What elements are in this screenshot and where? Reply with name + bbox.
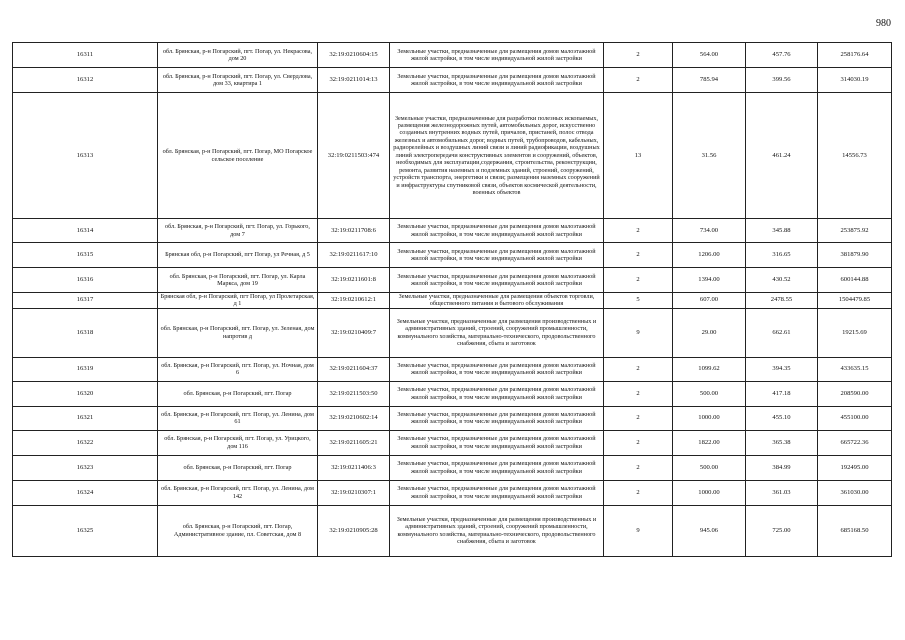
area-cell: 1822.00: [673, 430, 746, 455]
group-code-cell: 2: [604, 68, 673, 93]
group-code-cell: 13: [604, 93, 673, 219]
specific-value-cell: 2478.55: [746, 293, 818, 309]
cadastral-number-cell: 32:19:0211014:13: [318, 68, 390, 93]
table-row: [13, 406, 892, 430]
table-row: [13, 357, 892, 381]
specific-value-cell: 417.18: [746, 381, 818, 406]
area-cell: 1206.00: [673, 243, 746, 268]
table-row: [13, 505, 892, 556]
table-row: [13, 430, 892, 455]
address-cell: обл. Брянская, р-н Погарский, пгт. Погар: [158, 455, 318, 480]
land-purpose-cell: Земельные участки, предназначенные для размещения домов малоэтажной жилой застройки, в том числе индивидуальной жилой застройки: [390, 406, 604, 430]
cadastral-number-cell: 32:19:0211708:6: [318, 219, 390, 243]
table-row: [13, 43, 892, 68]
address-cell: обл. Брянская, р-н Погарский, пгт. Погар, ул. Ленина, дом 142: [158, 480, 318, 505]
cadastral-number-cell: 32:19:0211503:50: [318, 381, 390, 406]
area-cell: 500.00: [673, 455, 746, 480]
group-code-cell: 9: [604, 308, 673, 357]
land-purpose-cell: Земельные участки, предназначенные для размещения домов малоэтажной жилой застройки, в том числе индивидуальной жилой застройки: [390, 68, 604, 93]
area-cell: 1099.62: [673, 357, 746, 381]
cadastral-value-cell: 685168.50: [818, 505, 892, 556]
address-cell: обл. Брянская, р-н Погарский, пгт. Погар, ул. Свердлова, дом 33, квартира 1: [158, 68, 318, 93]
specific-value-cell: 725.00: [746, 505, 818, 556]
table-row: [13, 68, 892, 93]
land-purpose-cell: Земельные участки, предназначенные для размещения домов малоэтажной жилой застройки, в том числе индивидуальной жилой застройки: [390, 480, 604, 505]
area-cell: 607.00: [673, 293, 746, 309]
specific-value-cell: 457.76: [746, 43, 818, 68]
cadastral-value-cell: 381879.90: [818, 243, 892, 268]
specific-value-cell: 662.61: [746, 308, 818, 357]
group-code-cell: 2: [604, 43, 673, 68]
row-number: 16319: [13, 357, 158, 381]
group-code-cell: 2: [604, 455, 673, 480]
row-number: 16322: [13, 430, 158, 455]
row-number: 16315: [13, 243, 158, 268]
land-purpose-cell: Земельные участки, предназначенные для размещения производственных и административных зданий, строений, сооружений промышленности, коммунального хозяйства, материально-технического, продовольственного снабжения, сбыта и заготовок: [390, 308, 604, 357]
cadastral-value-cell: 258176.64: [818, 43, 892, 68]
specific-value-cell: 430.52: [746, 268, 818, 293]
land-registry-table: [12, 42, 892, 557]
area-cell: 31.56: [673, 93, 746, 219]
address-cell: обл. Брянская, р-н Погарский, пгт. Погар, ул. Некрасова, дом 20: [158, 43, 318, 68]
cadastral-number-cell: 32:19:0210604:15: [318, 43, 390, 68]
cadastral-number-cell: 32:19:0210307:1: [318, 480, 390, 505]
cadastral-value-cell: 600144.88: [818, 268, 892, 293]
address-cell: Брянская обл, р-н Погарский, пгт Погар, ул Пролетарская, д 1: [158, 293, 318, 309]
cadastral-number-cell: 32:19:0210905:28: [318, 505, 390, 556]
cadastral-number-cell: 32:19:0211601:8: [318, 268, 390, 293]
row-number: 16321: [13, 406, 158, 430]
cadastral-number-cell: 32:19:0210602:14: [318, 406, 390, 430]
area-cell: 1394.00: [673, 268, 746, 293]
cadastral-value-cell: 455100.00: [818, 406, 892, 430]
table-row: [13, 93, 892, 219]
specific-value-cell: 461.24: [746, 93, 818, 219]
address-cell: обл. Брянская, р-н Погарский, пгт. Погар, ул. Урицкого, дом 116: [158, 430, 318, 455]
row-number: 16314: [13, 219, 158, 243]
cadastral-value-cell: 253875.92: [818, 219, 892, 243]
group-code-cell: 2: [604, 357, 673, 381]
table-row: [13, 308, 892, 357]
area-cell: 785.94: [673, 68, 746, 93]
cadastral-value-cell: 314030.19: [818, 68, 892, 93]
address-cell: обл. Брянская, р-н Погарский, пгт. Погар, ул. Карла Маркса, дом 19: [158, 268, 318, 293]
cadastral-number-cell: 32:19:0211617:10: [318, 243, 390, 268]
specific-value-cell: 361.03: [746, 480, 818, 505]
specific-value-cell: 455.10: [746, 406, 818, 430]
address-cell: обл. Брянская, р-н Погарский, пгт. Погар, МО Погарское сельское поселение: [158, 93, 318, 219]
address-cell: обл. Брянская, р-н Погарский, пгт. Погар, ул. Горького, дом 7: [158, 219, 318, 243]
specific-value-cell: 399.56: [746, 68, 818, 93]
land-purpose-cell: Земельные участки, предназначенные для размещения производственных и административных зданий, строений, сооружений промышленности, коммунального хозяйства, материально-технического, продовольственного снабжения, сбыта и заготовок: [390, 505, 604, 556]
group-code-cell: 2: [604, 268, 673, 293]
land-purpose-cell: Земельные участки, предназначенные для размещения домов малоэтажной жилой застройки, в том числе индивидуальной жилой застройки: [390, 381, 604, 406]
land-purpose-cell: Земельные участки, предназначенные для разработки полезных ископаемых, размещения железнодорожных путей, автомобильных дорог, искусственно созданных внутренних водных путей, причалов, пристаней, полос отвода железных и автомобильных дорог, водных путей, трубопроводов, кабельных, радиорелейных и воздушных линий связи и линий радиофикации, воздушных линий электропередачи конструктивных элементов и сооружений, объектов, необходимых для эксплуатации,содержания, строительства, реконструкции, ремонта, развития наземных и подземных зданий, строений, сооружений, устройств транспорта, энергетики и связи; размещения наземных сооружений и инфраструктуры спутниковой связи, объектов космической деятельности, военных объектов: [390, 93, 604, 219]
cadastral-value-cell: 665722.36: [818, 430, 892, 455]
land-purpose-cell: Земельные участки, предназначенные для размещения объектов торговли, общественного питания и бытового обслуживания: [390, 293, 604, 309]
row-number: 16318: [13, 308, 158, 357]
cadastral-value-cell: 14556.73: [818, 93, 892, 219]
row-number: 16312: [13, 68, 158, 93]
area-cell: 29.00: [673, 308, 746, 357]
specific-value-cell: 384.99: [746, 455, 818, 480]
table-row: [13, 243, 892, 268]
row-number: 16320: [13, 381, 158, 406]
land-purpose-cell: Земельные участки, предназначенные для размещения домов малоэтажной жилой застройки, в том числе индивидуальной жилой застройки: [390, 357, 604, 381]
cadastral-value-cell: 19215.69: [818, 308, 892, 357]
group-code-cell: 5: [604, 293, 673, 309]
row-number: 16317: [13, 293, 158, 309]
address-cell: обл. Брянская, р-н Погарский, пгт. Погар, Административное здание, пл. Советская, дом 8: [158, 505, 318, 556]
land-purpose-cell: Земельные участки, предназначенные для размещения домов малоэтажной жилой застройки, в том числе индивидуальной жилой застройки: [390, 43, 604, 68]
group-code-cell: 2: [604, 480, 673, 505]
land-purpose-cell: Земельные участки, предназначенные для размещения домов малоэтажной жилой застройки, в том числе индивидуальной жилой застройки: [390, 430, 604, 455]
cadastral-value-cell: 208590.00: [818, 381, 892, 406]
address-cell: обл. Брянская, р-н Погарский, пгт. Погар: [158, 381, 318, 406]
cadastral-number-cell: 32:19:0210409:7: [318, 308, 390, 357]
page-number: 980: [876, 18, 891, 29]
table-row: [13, 381, 892, 406]
row-number: 16313: [13, 93, 158, 219]
row-number: 16325: [13, 505, 158, 556]
land-purpose-cell: Земельные участки, предназначенные для размещения домов малоэтажной жилой застройки, в том числе индивидуальной жилой застройки: [390, 219, 604, 243]
table-row: [13, 480, 892, 505]
row-number: 16316: [13, 268, 158, 293]
area-cell: 1000.00: [673, 480, 746, 505]
group-code-cell: 2: [604, 243, 673, 268]
address-cell: обл. Брянская, р-н Погарский, пгт. Погар, ул. Ленина, дом 61: [158, 406, 318, 430]
specific-value-cell: 316.65: [746, 243, 818, 268]
cadastral-value-cell: 361030.00: [818, 480, 892, 505]
group-code-cell: 9: [604, 505, 673, 556]
table-row: [13, 268, 892, 293]
address-cell: обл. Брянская, р-н Погарский, пгт. Погар, ул. Зеленая, дом напротив д: [158, 308, 318, 357]
address-cell: Брянская обл, р-н Погарский, пгт Погар, ул Речная, д 5: [158, 243, 318, 268]
row-number: 16323: [13, 455, 158, 480]
address-cell: обл. Брянская, р-н Погарский, пгт. Погар, ул. Ночная, дом 6: [158, 357, 318, 381]
cadastral-number-cell: 32:19:0210612:1: [318, 293, 390, 309]
land-purpose-cell: Земельные участки, предназначенные для размещения домов малоэтажной жилой застройки, в том числе индивидуальной жилой застройки: [390, 243, 604, 268]
row-number: 16311: [13, 43, 158, 68]
table-row: [13, 455, 892, 480]
group-code-cell: 2: [604, 406, 673, 430]
land-purpose-cell: Земельные участки, предназначенные для размещения домов малоэтажной жилой застройки, в том числе индивидуальной жилой застройки: [390, 268, 604, 293]
table-row: [13, 293, 892, 309]
area-cell: 734.00: [673, 219, 746, 243]
area-cell: 945.06: [673, 505, 746, 556]
area-cell: 1000.00: [673, 406, 746, 430]
cadastral-number-cell: 32:19:0211406:3: [318, 455, 390, 480]
row-number: 16324: [13, 480, 158, 505]
area-cell: 500.00: [673, 381, 746, 406]
group-code-cell: 2: [604, 381, 673, 406]
area-cell: 564.00: [673, 43, 746, 68]
group-code-cell: 2: [604, 219, 673, 243]
group-code-cell: 2: [604, 430, 673, 455]
cadastral-value-cell: 433635.15: [818, 357, 892, 381]
cadastral-number-cell: 32:19:0211503:474: [318, 93, 390, 219]
cadastral-number-cell: 32:19:0211604:37: [318, 357, 390, 381]
specific-value-cell: 345.88: [746, 219, 818, 243]
land-purpose-cell: Земельные участки, предназначенные для размещения домов малоэтажной жилой застройки, в том числе индивидуальной жилой застройки: [390, 455, 604, 480]
specific-value-cell: 394.35: [746, 357, 818, 381]
cadastral-value-cell: 1504479.85: [818, 293, 892, 309]
specific-value-cell: 365.38: [746, 430, 818, 455]
cadastral-value-cell: 192495.00: [818, 455, 892, 480]
table-row: [13, 219, 892, 243]
cadastral-number-cell: 32:19:0211605:21: [318, 430, 390, 455]
